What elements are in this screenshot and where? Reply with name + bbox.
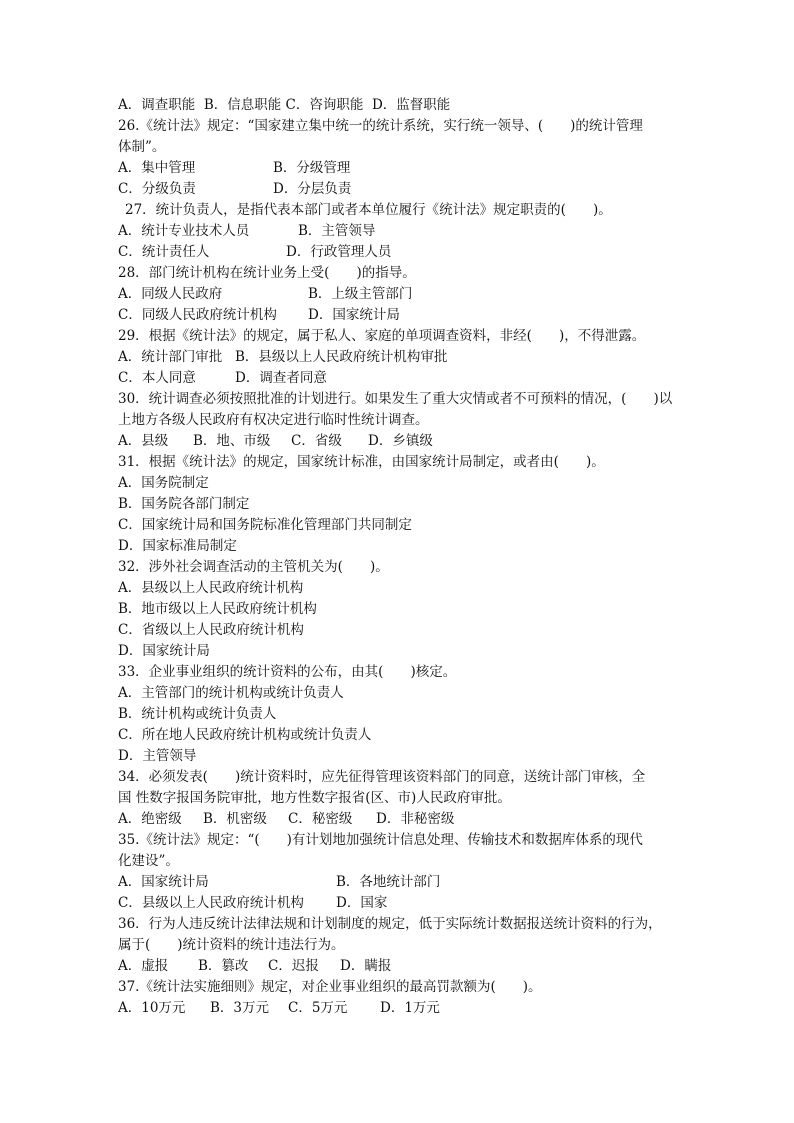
option-item: C．5万元 (288, 1000, 348, 1016)
option-item: A．虚报 (118, 958, 169, 974)
option-item: A．同级人民政府 (118, 286, 223, 302)
text-line: B．统计机构或统计负责人 (118, 706, 277, 722)
option-item: C．县级以上人民政府统计机构 (118, 895, 304, 911)
option-item: D．瞒报 (340, 958, 392, 974)
options-line (118, 431, 688, 452)
text-line: 化建设”。 (118, 853, 179, 869)
option-item: A．县级 (118, 433, 169, 449)
options-line (118, 998, 688, 1019)
options-line (118, 893, 688, 914)
option-item: B．3万元 (210, 1000, 270, 1016)
option-item: B．各地统计部门 (336, 874, 441, 890)
option-item: A．绝密级 (118, 811, 182, 827)
text-line: 26.《统计法》规定：“国家建立集中统一的统计系统，实行统一领导、( )的统计管理 (118, 118, 643, 134)
options-line (118, 284, 688, 305)
options-line (118, 809, 688, 830)
options-line (118, 305, 688, 326)
text-line: 31．根据《统计法》的规定，国家统计标准，由国家统计局制定，或者由( )。 (118, 454, 605, 470)
option-item: C．分级负责 (118, 181, 196, 197)
text-line: 属于( )统计资料的统计违法行为。 (118, 937, 345, 953)
text-line: 35.《统计法》规定：“( )有计划地加强统计信息处理、传输技术和数据库体系的现代 (118, 832, 643, 848)
text-line: 上地方各级人民政府有权决定进行临时性统计调查。 (118, 412, 429, 428)
option-item: C．省级 (291, 433, 342, 449)
options-line (118, 368, 688, 389)
options-line (118, 221, 688, 242)
option-item: D．国家 (336, 895, 388, 911)
option-item: B．分级管理 (273, 160, 351, 176)
text-line: 30．统计调查必须按照批准的计划进行。如果发生了重大灾情或者不可预料的情况，( )以 (118, 391, 673, 407)
option-item: B．篡改 (198, 958, 249, 974)
text-line: D．主管领导 (118, 748, 197, 764)
options-line (118, 347, 688, 368)
option-item: B．机密级 (203, 811, 267, 827)
option-item: A．统计部门审批 (118, 349, 223, 365)
text-line: B．国务院各部门制定 (118, 496, 250, 512)
option-item: B．上级主管部门 (308, 286, 413, 302)
option-item: D．调查者同意 (235, 370, 327, 386)
text-line: 36．行为人违反统计法律法规和计划制度的规定，低于实际统计数据报送统计资料的行为， (118, 916, 662, 932)
option-item: B．县级以上人民政府统计机构审批 (235, 349, 448, 365)
options-line (118, 956, 688, 977)
option-item: A．统计专业技术人员 (118, 223, 250, 239)
options-line (118, 179, 688, 200)
text-line: A．县级以上人民政府统计机构 (118, 580, 304, 596)
option-item: D．非秘密级 (376, 811, 455, 827)
text-line: 国 性数字报国务院审批，地方性数字报省(区、市)人民政府审批。 (118, 790, 511, 806)
option-item: C．迟报 (268, 958, 319, 974)
option-item: B．主管领导 (298, 223, 376, 239)
options-line (118, 95, 688, 116)
text-line: A．国务院制定 (118, 475, 209, 491)
text-line: D．国家统计局 (118, 643, 210, 659)
option-item: D．行政管理人员 (286, 244, 392, 260)
text-line: 27．统计负责人，是指代表本部门或者本单位履行《统计法》规定职责的( )。 (125, 202, 612, 218)
option-item: C．统计责任人 (118, 244, 210, 260)
document-content (118, 95, 688, 1019)
option-item: C．本人同意 (118, 370, 196, 386)
text-line: 28．部门统计机构在统计业务上受( )的指导。 (118, 265, 416, 281)
options-line (118, 872, 688, 893)
options-line (118, 242, 688, 263)
option-item: C．秘密级 (288, 811, 353, 827)
option-item: A．调查职能 B．信息职能 C．咨询职能 D．监督职能 (118, 97, 451, 113)
text-line: B．地市级以上人民政府统计机构 (118, 601, 317, 617)
option-item: D．乡镇级 (368, 433, 433, 449)
text-line: 32．涉外社会调查活动的主管机关为( )。 (118, 559, 389, 575)
text-line: C．国家统计局和国务院标准化管理部门共同制定 (118, 517, 412, 533)
option-item: A．10万元 (118, 1000, 186, 1016)
text-line: 37.《统计法实施细则》规定，对企业事业组织的最高罚款额为( )。 (118, 979, 542, 995)
option-item: C．同级人民政府统计机构 (118, 307, 277, 323)
option-item: B．地、市级 (193, 433, 271, 449)
text-line: C．省级以上人民政府统计机构 (118, 622, 304, 638)
option-item: A．集中管理 (118, 160, 196, 176)
option-item: D．分层负责 (273, 181, 352, 197)
option-item: D．1万元 (380, 1000, 440, 1016)
text-line: 29．根据《统计法》的规定，属于私人、家庭的单项调查资料，非经( )，不得泄露。 (118, 328, 646, 344)
text-line: C．所在地人民政府统计机构或统计负责人 (118, 727, 372, 743)
text-line: D．国家标准局制定 (118, 538, 237, 554)
text-line: 34．必须发表( )统计资料时，应先征得管理该资料部门的同意，送统计部门审核，全 (118, 769, 646, 785)
option-item: A．国家统计局 (118, 874, 209, 890)
text-line: 体制”。 (118, 139, 166, 155)
option-item: D．国家统计局 (308, 307, 400, 323)
options-line (118, 158, 688, 179)
text-line: A．主管部门的统计机构或统计负责人 (118, 685, 344, 701)
text-line: 33．企业事业组织的统计资料的公布，由其( )核定。 (118, 664, 457, 680)
